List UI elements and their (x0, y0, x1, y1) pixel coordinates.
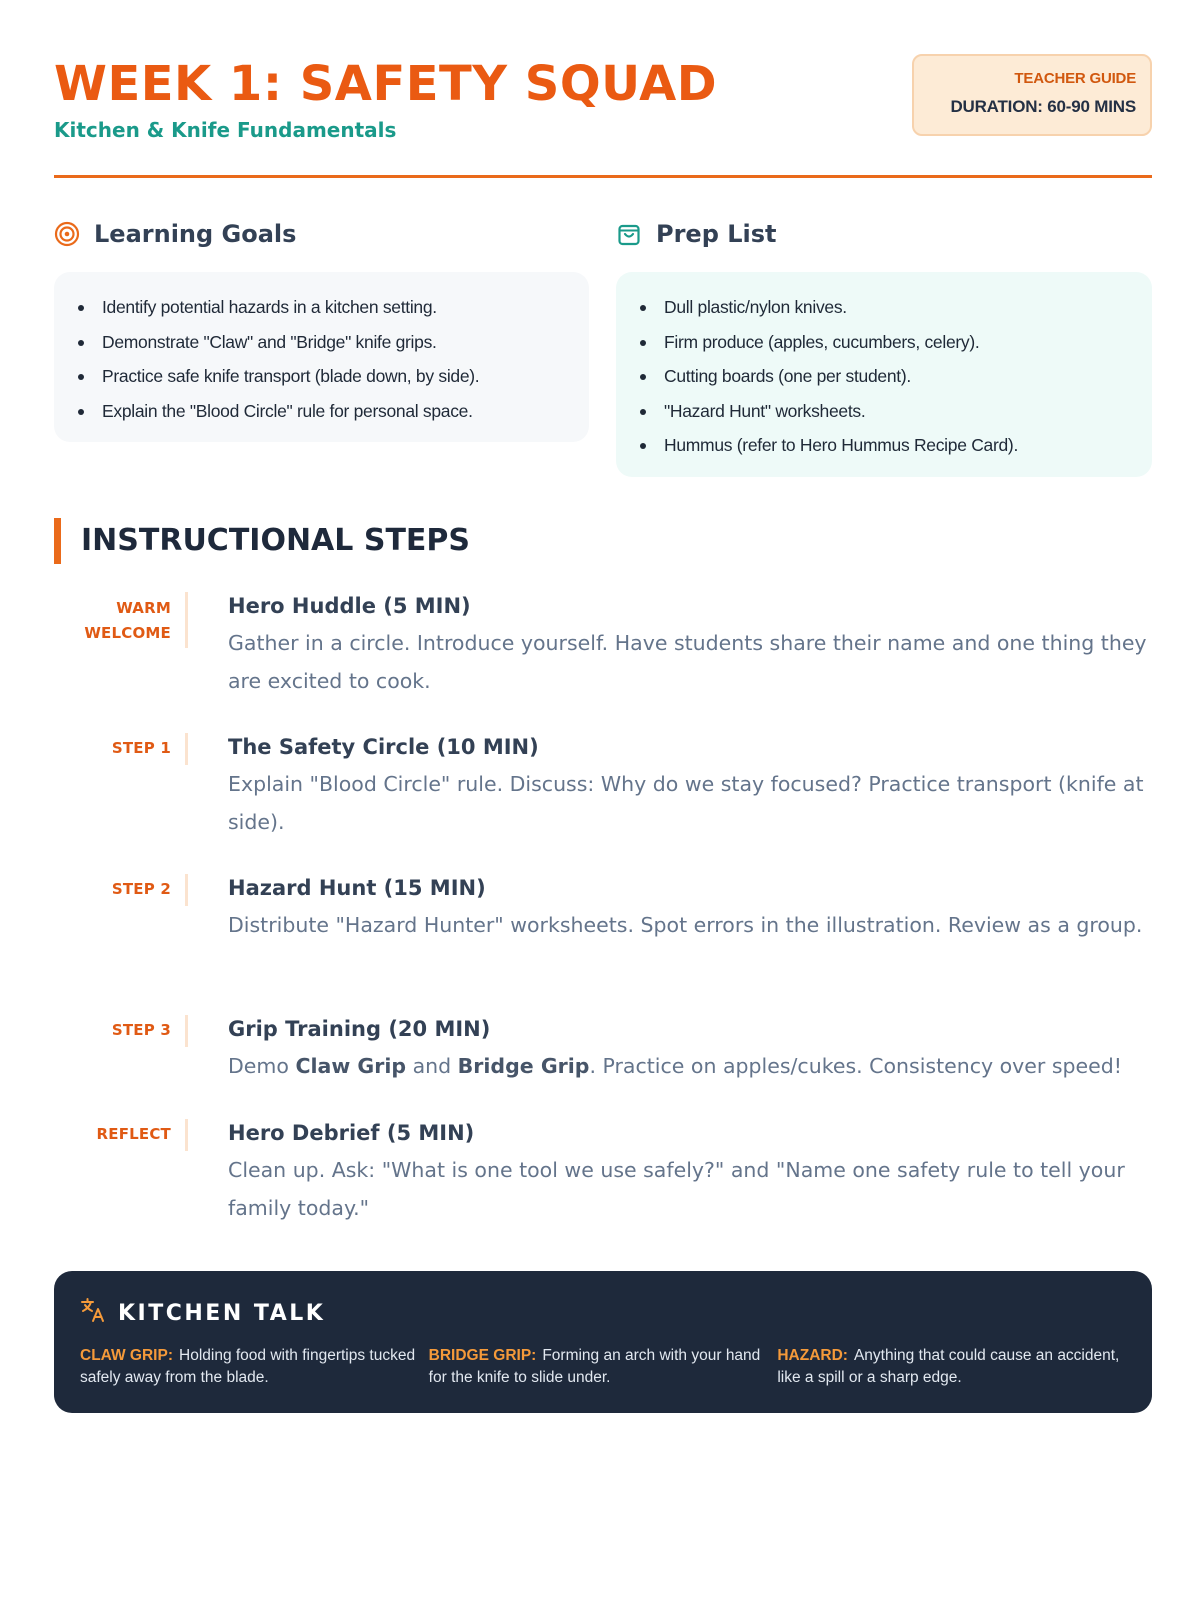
step-description: Clean up. Ask: "What is one tool we use safely?" and "Name one safety rule to tell your family today." (228, 1158, 1125, 1220)
instructional-steps-title: INSTRUCTIONAL STEPS (81, 523, 470, 558)
step-label: STEP 2 (111, 880, 171, 898)
prep-list-title: Prep List (656, 220, 777, 248)
step-description: Gather in a circle. Introduce yourself. Have students share their name and one thing they are excited to cook. (228, 631, 1147, 693)
teacher-guide-badge (912, 54, 1152, 136)
step-label: REFLECT (96, 1125, 171, 1143)
list-item: Dull plastic/nylon knives. (638, 290, 1130, 325)
kitchen-talk-title: KITCHEN TALK (118, 1300, 326, 1326)
learning-goals-title: Learning Goals (94, 220, 297, 248)
step-title: Hazard Hunt (15 MIN) (228, 876, 486, 900)
glossary-term: HAZARD: (777, 1347, 848, 1364)
glossary-definition: Forming an arch with your hand for the knife to slide under. (428, 1347, 761, 1386)
step-description: Distribute "Hazard Hunter" worksheets. Spot errors in the illustration. Review as a group. (228, 913, 1143, 937)
step-description (228, 1047, 1152, 1085)
list-item: Explain the "Blood Circle" rule for personal space. (76, 394, 567, 429)
list-item: Hummus (refer to Hero Hummus Recipe Card). (638, 428, 1130, 463)
claw-grip-emphasis: Claw Grip (295, 1054, 407, 1078)
glossary-term: BRIDGE GRIP: (428, 1347, 537, 1364)
list-item: Cutting boards (one per student). (638, 359, 1130, 394)
glossary-item (80, 1345, 429, 1389)
step-divider (185, 874, 188, 906)
glossary-definition: Anything that could cause an accident, like a spill or a sharp edge. (777, 1347, 1120, 1386)
step-title: Hero Huddle (5 MIN) (228, 594, 471, 618)
translate-icon (80, 1297, 106, 1329)
step-title: Hero Debrief (5 MIN) (228, 1121, 475, 1145)
desc-text: and (406, 1054, 458, 1078)
step-divider (185, 1119, 188, 1151)
glossary-definition: Holding food with fingertips tucked safely away from the blade. (80, 1347, 416, 1386)
bridge-grip-emphasis: Bridge Grip (457, 1054, 590, 1078)
glossary-item (429, 1345, 778, 1389)
learning-goals-heading (54, 220, 296, 248)
glossary (80, 1345, 1126, 1389)
kitchen-talk-heading (80, 1297, 1126, 1329)
step-label (54, 596, 171, 646)
list-item: Practice safe knife transport (blade down, by side). (76, 359, 567, 394)
step-label: STEP 3 (111, 1021, 171, 1039)
prep-list (638, 290, 1130, 463)
step-title: The Safety Circle (10 MIN) (228, 735, 539, 759)
step-divider (185, 1015, 188, 1047)
list-item: Demonstrate "Claw" and "Bridge" knife grips. (76, 325, 567, 360)
step-divider (185, 733, 188, 765)
prep-list-card (616, 272, 1152, 477)
page-subtitle: Kitchen & Knife Fundamentals (54, 118, 397, 142)
page-title: WEEK 1: SAFETY SQUAD (54, 56, 718, 112)
step-divider (185, 592, 188, 648)
step-label: STEP 1 (111, 739, 171, 757)
learning-goals-list (76, 290, 567, 428)
section-accent-bar (54, 518, 61, 564)
prep-list-heading (616, 220, 777, 248)
target-icon (54, 221, 80, 247)
desc-text: . Practice on apples/cukes. Consistency over speed! (589, 1054, 1123, 1078)
glossary-term: CLAW GRIP: (80, 1347, 173, 1364)
list-item: "Hazard Hunt" worksheets. (638, 394, 1130, 429)
shopping-bag-icon (616, 221, 642, 247)
step-title: Grip Training (20 MIN) (228, 1017, 491, 1041)
list-item: Firm produce (apples, cucumbers, celery). (638, 325, 1130, 360)
glossary-item (777, 1345, 1126, 1389)
step-description: Explain "Blood Circle" rule. Discuss: Why do we stay focused? Practice transport (knife at side). (228, 772, 1144, 834)
page-header (54, 54, 1152, 178)
desc-text: Demo (228, 1054, 296, 1078)
step-label-line: WARM (116, 599, 171, 617)
badge-label: TEACHER GUIDE (1014, 70, 1136, 87)
list-item: Identify potential hazards in a kitchen setting. (76, 290, 567, 325)
kitchen-talk-panel (54, 1271, 1152, 1413)
learning-goals-card (54, 272, 589, 442)
step-label-line: WELCOME (84, 624, 171, 642)
duration-label: DURATION: 60-90 MINS (950, 97, 1136, 116)
